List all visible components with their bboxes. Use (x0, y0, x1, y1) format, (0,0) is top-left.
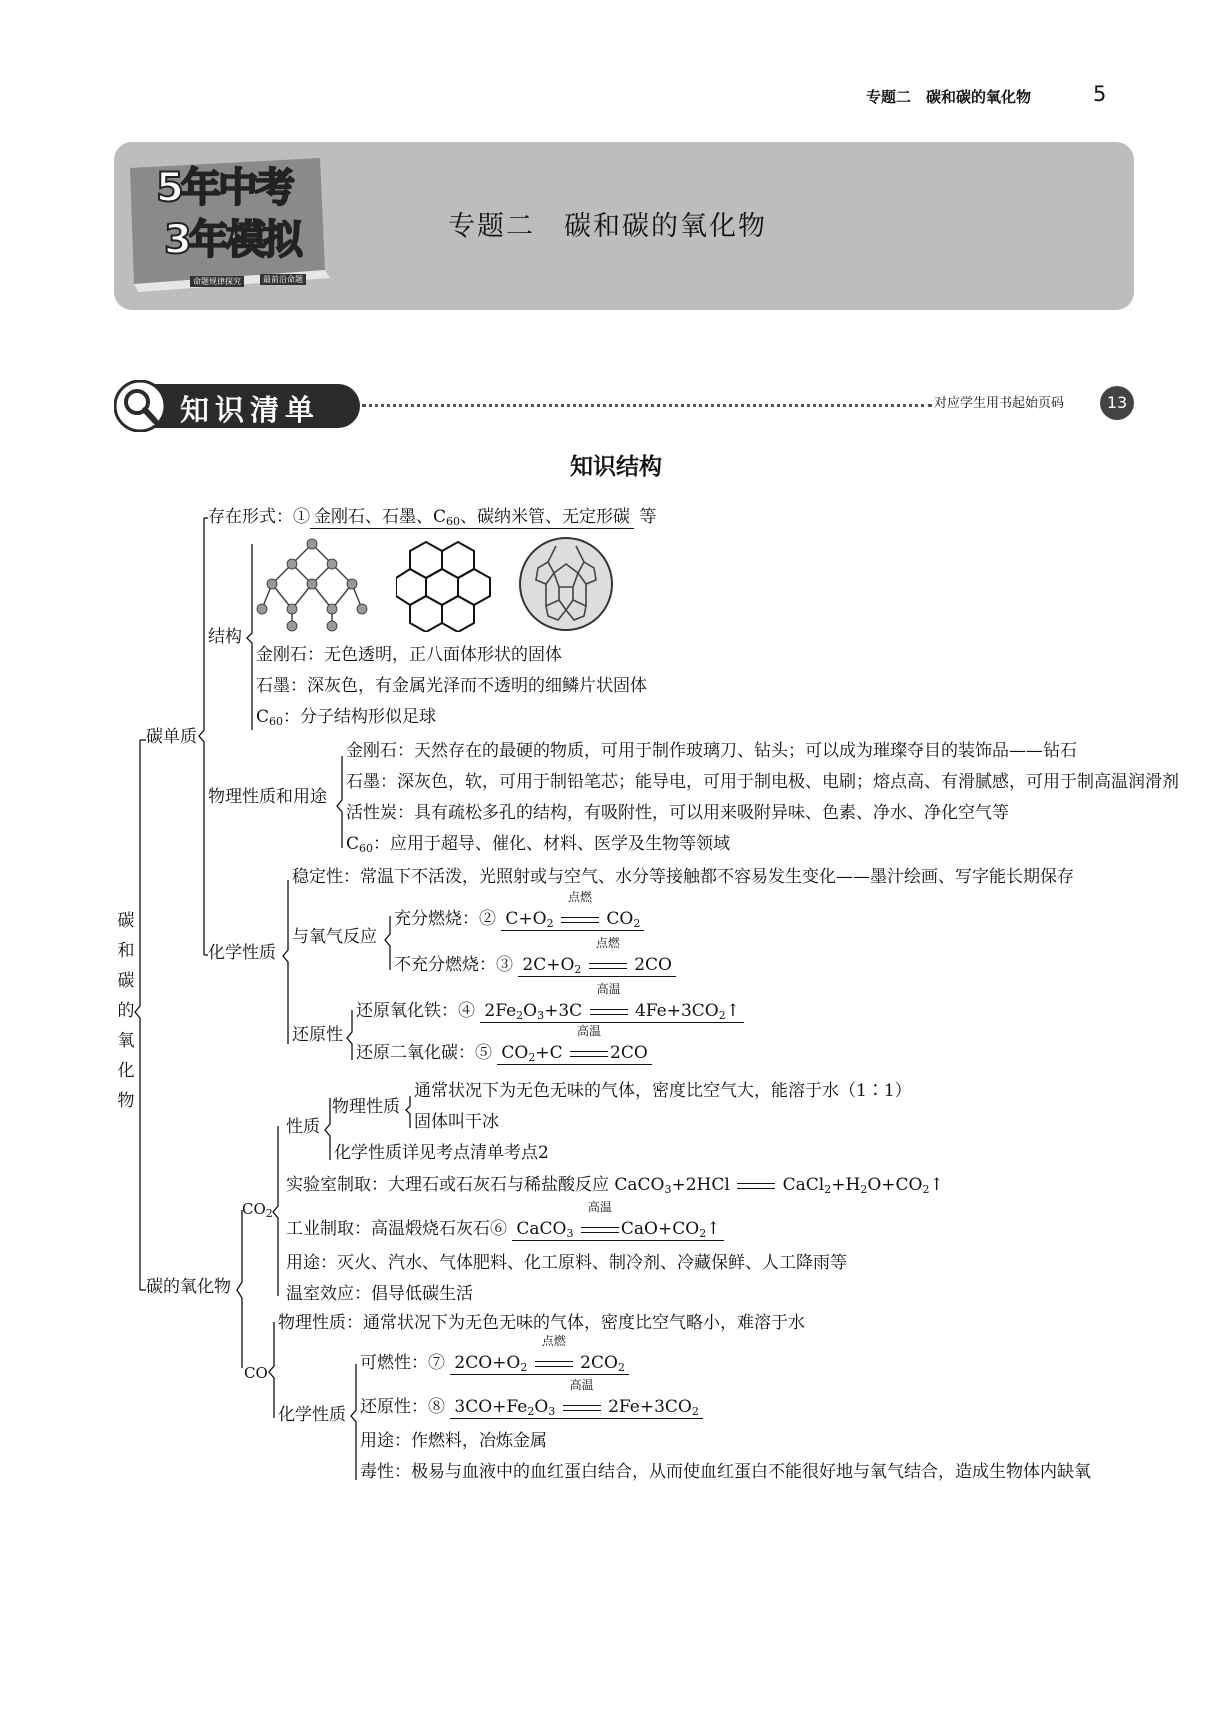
cond-ignite-2: 点燃 (568, 890, 593, 904)
co-toxicity: 毒性：极易与血液中的血红蛋白结合，从而使血红蛋白不能很好地与氧气结合，造成生物体内缺氧 (360, 1462, 1091, 1482)
incomplete-combustion-label: 不充分燃烧：③ (394, 955, 513, 975)
cond-high-temp-4: 高温 (596, 982, 621, 996)
co2-industrial-preparation (286, 1200, 724, 1240)
node-physical-uses: 物理性质和用途 (208, 787, 327, 807)
c60-structure-desc: ：分子结构形似足球 (283, 707, 437, 727)
reduce-carbon-dioxide (356, 1024, 652, 1064)
c60-use-desc: ：应用于超导、催化、材料、医学及生物等领域 (373, 834, 731, 854)
answer-2: $C+O_2$ 点燃 $CO_2$ (501, 909, 644, 931)
node-chemical-properties: 化学性质 (208, 943, 276, 963)
diamond-structure-text: 金刚石：无色透明，正八面体形状的固体 (256, 645, 562, 665)
node-co2-properties: 性质 (286, 1117, 320, 1137)
existence-forms (208, 506, 656, 528)
graphite-use-text: 石墨：深灰色，软，可用于制铅笔芯；能导电，可用于制电极、电刷；熔点高、有滑腻感，可用于制高温润滑剂 (346, 772, 1179, 792)
co-combustibility (360, 1334, 629, 1374)
answer-5: $CO_2+C$ 高温 2CO (497, 1043, 651, 1065)
answer-7: $2CO+O_2$ 点燃 $2CO_2$ (450, 1353, 629, 1375)
c60-structure-text: $C_{60}$：分子结构形似足球 (256, 707, 437, 728)
section-label: 知识清单 (180, 393, 321, 427)
cond-high-temp-8: 高温 (569, 1378, 594, 1392)
node-carbon-oxides: 碳的氧化物 (146, 1277, 231, 1297)
node-co2-physical: 物理性质 (332, 1097, 400, 1117)
cond-ignite-3: 点燃 (595, 936, 620, 950)
structure-title: 知识结构 (570, 454, 662, 480)
diamond-structure-image (252, 534, 372, 634)
reducibility-label: 还原性：⑧ (360, 1397, 445, 1417)
node-co2: $CO_2$ (242, 1200, 273, 1220)
running-title: 专题二 碳和碳的氧化物 (866, 88, 1032, 106)
logo-line2: 3年模拟 (164, 217, 300, 263)
answer-1 (310, 507, 634, 529)
answer-1-b: 、碳纳米管、无定形碳 (460, 507, 631, 527)
answer-3: $2C+O_2$ 点燃 2CO (518, 955, 676, 977)
co2-physical-text-1: 通常状况下为无色无味的气体，密度比空气大，能溶于水（1∶1） (414, 1081, 912, 1101)
graphite-structure-image (396, 536, 496, 632)
answer-1-a: 金刚石、石墨、C (314, 507, 447, 527)
logo-tag2: 最前沿命题 (260, 274, 306, 285)
industrial-prep-label: 工业制取：高温煅烧石灰石⑥ (286, 1219, 507, 1239)
graphite-structure-text: 石墨：深灰色，有金属光泽而不透明的细鳞片状固体 (256, 676, 647, 696)
node-structure: 结构 (208, 627, 242, 647)
c60-structure-image (516, 534, 616, 634)
logo-line1: 5年中考 (156, 165, 292, 211)
node-co: CO (244, 1364, 268, 1382)
co2-physical-text-2: 固体叫干冰 (414, 1112, 499, 1132)
node-reducibility: 还原性 (292, 1025, 343, 1045)
lab-prep-label: 实验室制取：大理石或石灰石与稀盐酸反应 (286, 1175, 609, 1195)
diamond-use-text: 金刚石：天然存在的最硬的物质，可用于制作玻璃刀、钻头；可以成为璀璨夺目的装饰品——钻石 (346, 741, 1077, 761)
co2-chemical-ref: 化学性质详见考点清单考点2 (334, 1143, 549, 1163)
forms-label: 存在形式：① (208, 507, 310, 527)
reduce-iron-label: 还原氧化铁：④ (356, 1001, 475, 1021)
node-carbon-element: 碳单质 (146, 727, 197, 747)
cond-high-temp-5: 高温 (577, 1024, 602, 1038)
answer-1-sub: 60 (446, 515, 461, 528)
co2-lab-preparation: 实验室制取：大理石或石灰石与稀盐酸反应 CaCO$_3$+2HCl $CaCl_2+H_2O+CO_2↑$ (286, 1175, 944, 1196)
node-co-chemical: 化学性质 (278, 1405, 346, 1425)
forms-suffix: 等 (639, 507, 657, 527)
cond-high-temp-6: 高温 (587, 1200, 612, 1214)
root-node: 碳和碳的氧化物 (117, 911, 135, 1111)
c60-use-text: $C_{60}$：应用于超导、催化、材料、医学及生物等领域 (346, 834, 731, 855)
stability-text: 稳定性：常温下不活泼，光照射或与空气、水分等接触都不容易发生变化——墨汁绘画、写字能长期保存 (292, 867, 1074, 887)
greenhouse-effect: 温室效应：倡导低碳生活 (286, 1284, 473, 1304)
logo-tag1: 命题规律探究 (190, 276, 244, 287)
cond-ignite-7: 点燃 (541, 1334, 566, 1348)
co-reducibility (360, 1378, 703, 1418)
student-book-ref: 对应学生用书起始页码 (934, 396, 1065, 411)
node-oxygen-reaction: 与氧气反应 (292, 927, 377, 947)
activated-carbon-use-text: 活性炭：具有疏松多孔的结构，有吸附性，可以用来吸附异味、色素、净水、净化空气等 (346, 803, 1009, 823)
complete-combustion-label: 充分燃烧：② (394, 909, 496, 929)
chapter-title: 专题二 碳和碳的氧化物 (448, 211, 767, 242)
answer-8: $3CO+Fe_2O_3$ 高温 $2Fe+3CO_2$ (450, 1397, 702, 1419)
answer-6: CaCO$_3$ 高温 $CaO+CO_2↑$ (512, 1219, 724, 1241)
start-page-badge: 13 (1100, 386, 1134, 420)
reduce-iron-oxide (356, 982, 744, 1022)
complete-combustion (394, 890, 644, 930)
co-physical-text: 物理性质：通常状况下为无色无味的气体，密度比空气略小，难溶于水 (278, 1313, 805, 1333)
answer-4: $2Fe_2O_3+3C$ 高温 $4Fe+3CO_2↑$ (480, 1001, 744, 1023)
incomplete-combustion (394, 936, 676, 976)
co2-uses: 用途：灭火、汽水、气体肥料、化工原料、制冷剂、冷藏保鲜、人工降雨等 (286, 1253, 847, 1273)
co2-label: CO (242, 1200, 266, 1218)
co-uses: 用途：作燃料，冶炼金属 (360, 1431, 547, 1451)
reduce-co2-label: 还原二氧化碳：⑤ (356, 1043, 492, 1063)
combustible-label: 可燃性：⑦ (360, 1353, 445, 1373)
page-number: 5 (1093, 82, 1107, 106)
